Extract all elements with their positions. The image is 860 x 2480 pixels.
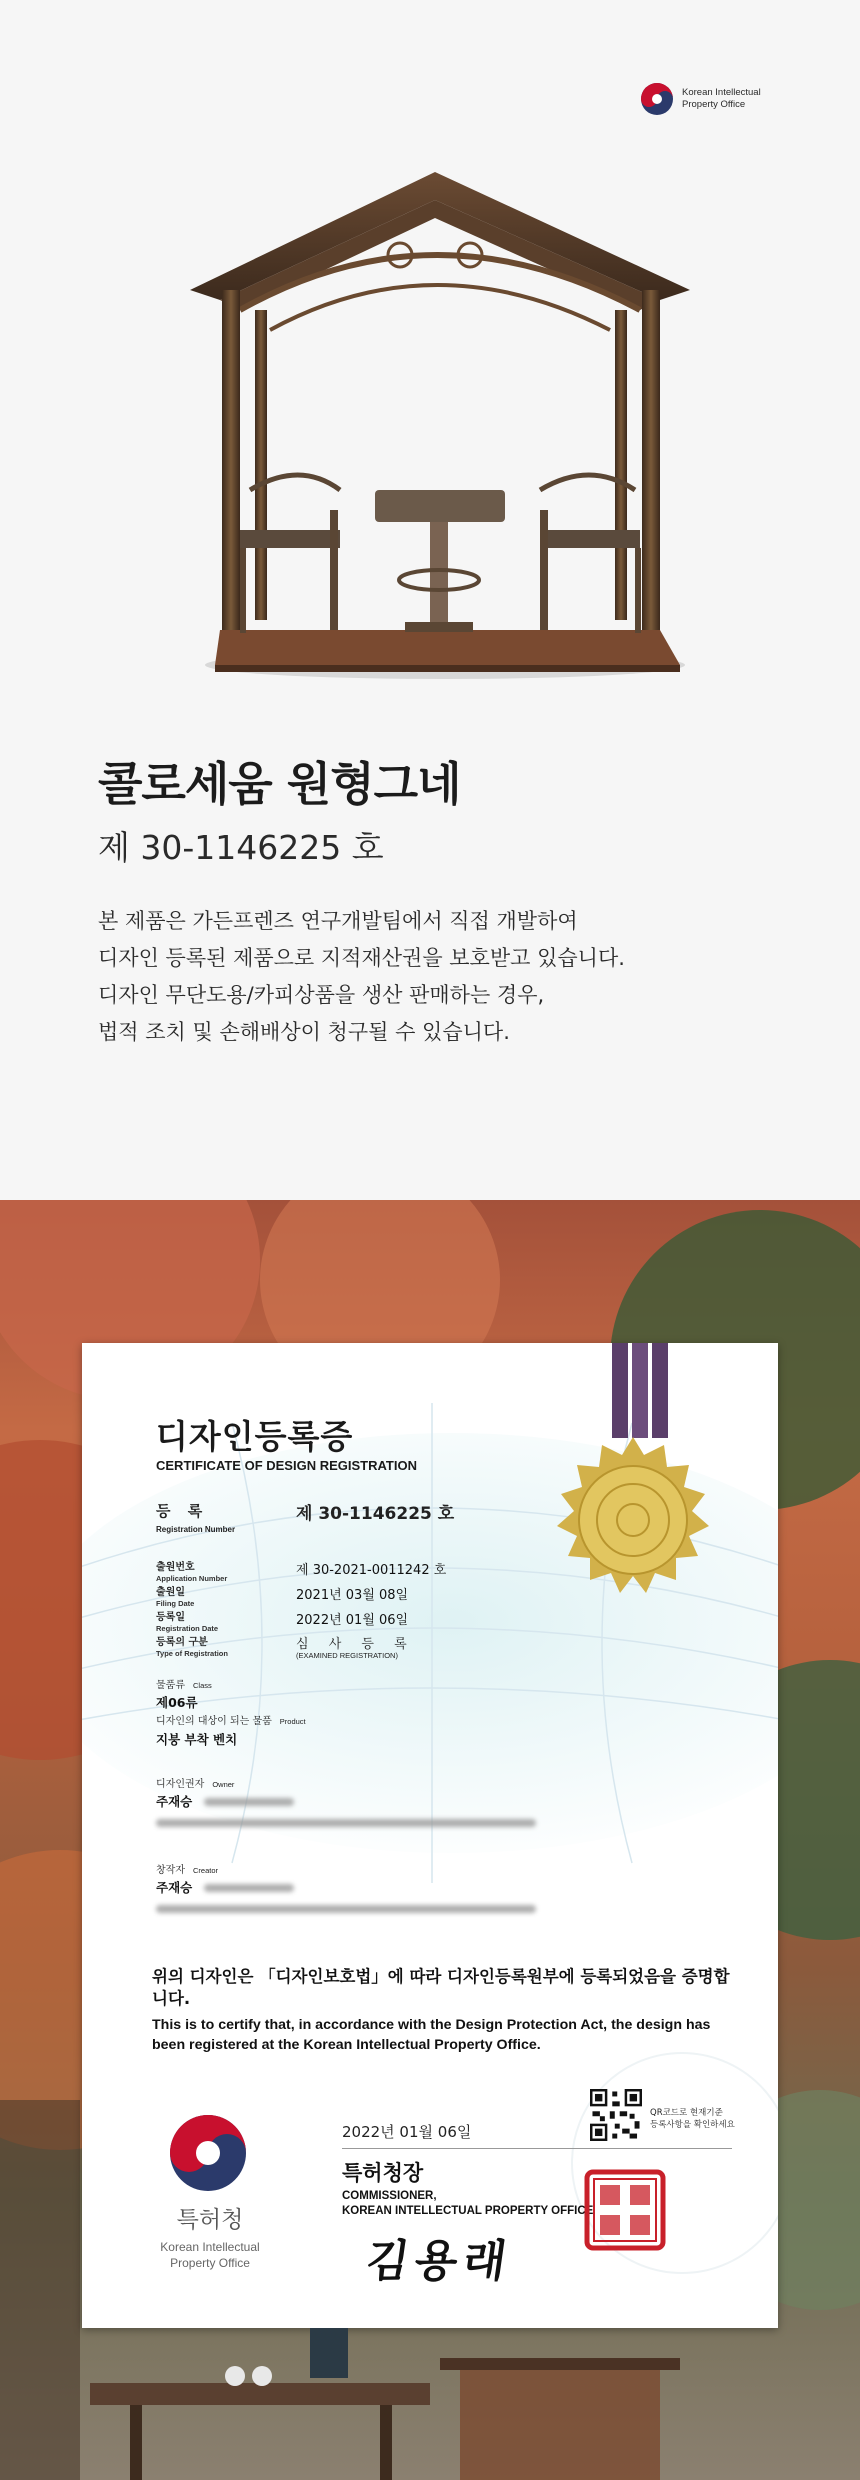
garden-table-photo: [0, 2328, 860, 2480]
product-value: 지붕 부착 벤치: [156, 1732, 238, 1747]
product-label-ko: 디자인의 대상이 되는 물품: [156, 1716, 272, 1727]
field-label-ko: 출원일: [156, 1587, 185, 1598]
product-title: 콜로세움 원형그네: [98, 757, 461, 811]
registration-label-ko: 등 록: [156, 1502, 209, 1520]
certificate-subtitle: CERTIFICATE OF DESIGN REGISTRATION: [156, 1458, 417, 1473]
product-description: [98, 903, 778, 1051]
description-line: 디자인 등록된 제품으로 지적재산권을 보호받고 있습니다.: [98, 946, 625, 970]
office-name-ko: 특허청: [176, 2207, 244, 2233]
class-label-en: Class: [192, 1681, 212, 1690]
field-label: [156, 1583, 194, 1608]
certificate-section: [0, 1200, 860, 2480]
field-value: 2021년 03월 08일: [296, 1588, 409, 1603]
description-line: 본 제품은 가든프렌즈 연구개발팀에서 직접 개발하여: [98, 909, 578, 933]
redacted-creator-address: [156, 1905, 536, 1913]
creator-label-en: Creator: [192, 1866, 218, 1875]
qr-code-icon[interactable]: [590, 2089, 642, 2141]
registration-type-en: (EXAMINED REGISTRATION): [296, 1651, 398, 1660]
field-label-en: Type of Registration: [156, 1649, 228, 1658]
field-label-ko: 등록일: [156, 1612, 185, 1623]
field-label: [156, 1558, 227, 1583]
gazebo-product-image: [180, 160, 700, 700]
product-label-en: Product: [279, 1717, 306, 1726]
qr-text-line: QR코드로 현재기준: [650, 2108, 723, 2118]
registration-type-value: 심 사 등 록: [296, 1637, 415, 1652]
certificate-statement-en: This is to certify that, in accordance with the Design Protection Act, the design has been registered at the Korean Intellectual Property Office.: [152, 2017, 711, 2053]
field-label-ko: 출원번호: [156, 1562, 195, 1573]
qr-text-line: 등록사항을 확인하세요: [650, 2120, 735, 2130]
issue-date: 2022년 01월 06일: [342, 2123, 472, 2141]
gold-seal-icon: [548, 1435, 718, 1605]
certificate-statement-ko: 위의 디자인은 「디자인보호법」에 따라 디자인등록원부에 등록되었음을 증명합니다.: [152, 1967, 730, 2008]
owner-name: 주재승: [156, 1794, 193, 1809]
class-value: 제06류: [156, 1695, 198, 1710]
kipo-logo-icon: [156, 2113, 260, 2193]
redacted-owner-address: [156, 1819, 536, 1827]
redacted-owner-id: [204, 1798, 294, 1806]
field-label-ko: 등록의 구분: [156, 1637, 208, 1648]
certificate-ribbon: [612, 1343, 668, 1438]
issuer-en-line: COMMISSIONER,: [342, 2190, 437, 2202]
office-name-en-line: Property Office: [170, 2256, 250, 2270]
qr-instructions: [650, 2107, 735, 2131]
issuer-ko: 특허청장: [342, 2161, 424, 2185]
field-value: 제 30-2021-0011242 호: [296, 1563, 447, 1578]
creator-name: 주재승: [156, 1880, 193, 1895]
certificate-title: 디자인등록증: [156, 1417, 354, 1456]
product-section: [0, 0, 860, 1200]
class-label: [156, 1676, 212, 1691]
badge-line-1: Korean Intellectual: [682, 87, 761, 98]
badge-line-2: Property Office: [682, 99, 746, 110]
class-label-ko: 물품류: [156, 1680, 185, 1691]
signature-divider: [342, 2148, 732, 2149]
kipo-badge: [640, 82, 761, 116]
office-name-en-line: Korean Intellectual: [160, 2240, 260, 2254]
official-red-seal-icon: [584, 2169, 666, 2251]
owner-label-en: Owner: [212, 1780, 235, 1789]
office-name-en: [142, 2239, 278, 2271]
owner-label-ko: 디자인권자: [156, 1779, 205, 1790]
field-label-en: Application Number: [156, 1574, 228, 1583]
field-label-en: Filing Date: [156, 1599, 195, 1608]
kipo-emblem-icon: [640, 82, 674, 116]
issuer-en: [342, 2189, 593, 2219]
creator-label: [156, 1861, 218, 1876]
description-line: 법적 조치 및 손해배상이 청구될 수 있습니다.: [98, 1020, 510, 1044]
field-label: [156, 1608, 218, 1633]
owner-label: [156, 1775, 234, 1790]
field-label: [156, 1633, 228, 1658]
design-registration-certificate: [82, 1343, 778, 2328]
issuer-en-line: KOREAN INTELLECTUAL PROPERTY OFFICE: [342, 2205, 594, 2217]
description-line: 디자인 무단도용/카피상품을 생산 판매하는 경우,: [98, 983, 545, 1007]
product-registration-number: 제 30-1146225 호: [98, 828, 384, 867]
redacted-creator-id: [204, 1884, 294, 1892]
product-label: [156, 1712, 306, 1727]
field-value: 2022년 01월 06일: [296, 1613, 409, 1628]
creator-label-ko: 창작자: [156, 1865, 185, 1876]
registration-label: [156, 1500, 235, 1534]
registration-label-en: Registration Number: [156, 1525, 236, 1534]
registration-number: 제 30-1146225 호: [296, 1504, 455, 1524]
field-label-en: Registration Date: [156, 1624, 219, 1633]
commissioner-signature: 김용래: [362, 2236, 516, 2287]
